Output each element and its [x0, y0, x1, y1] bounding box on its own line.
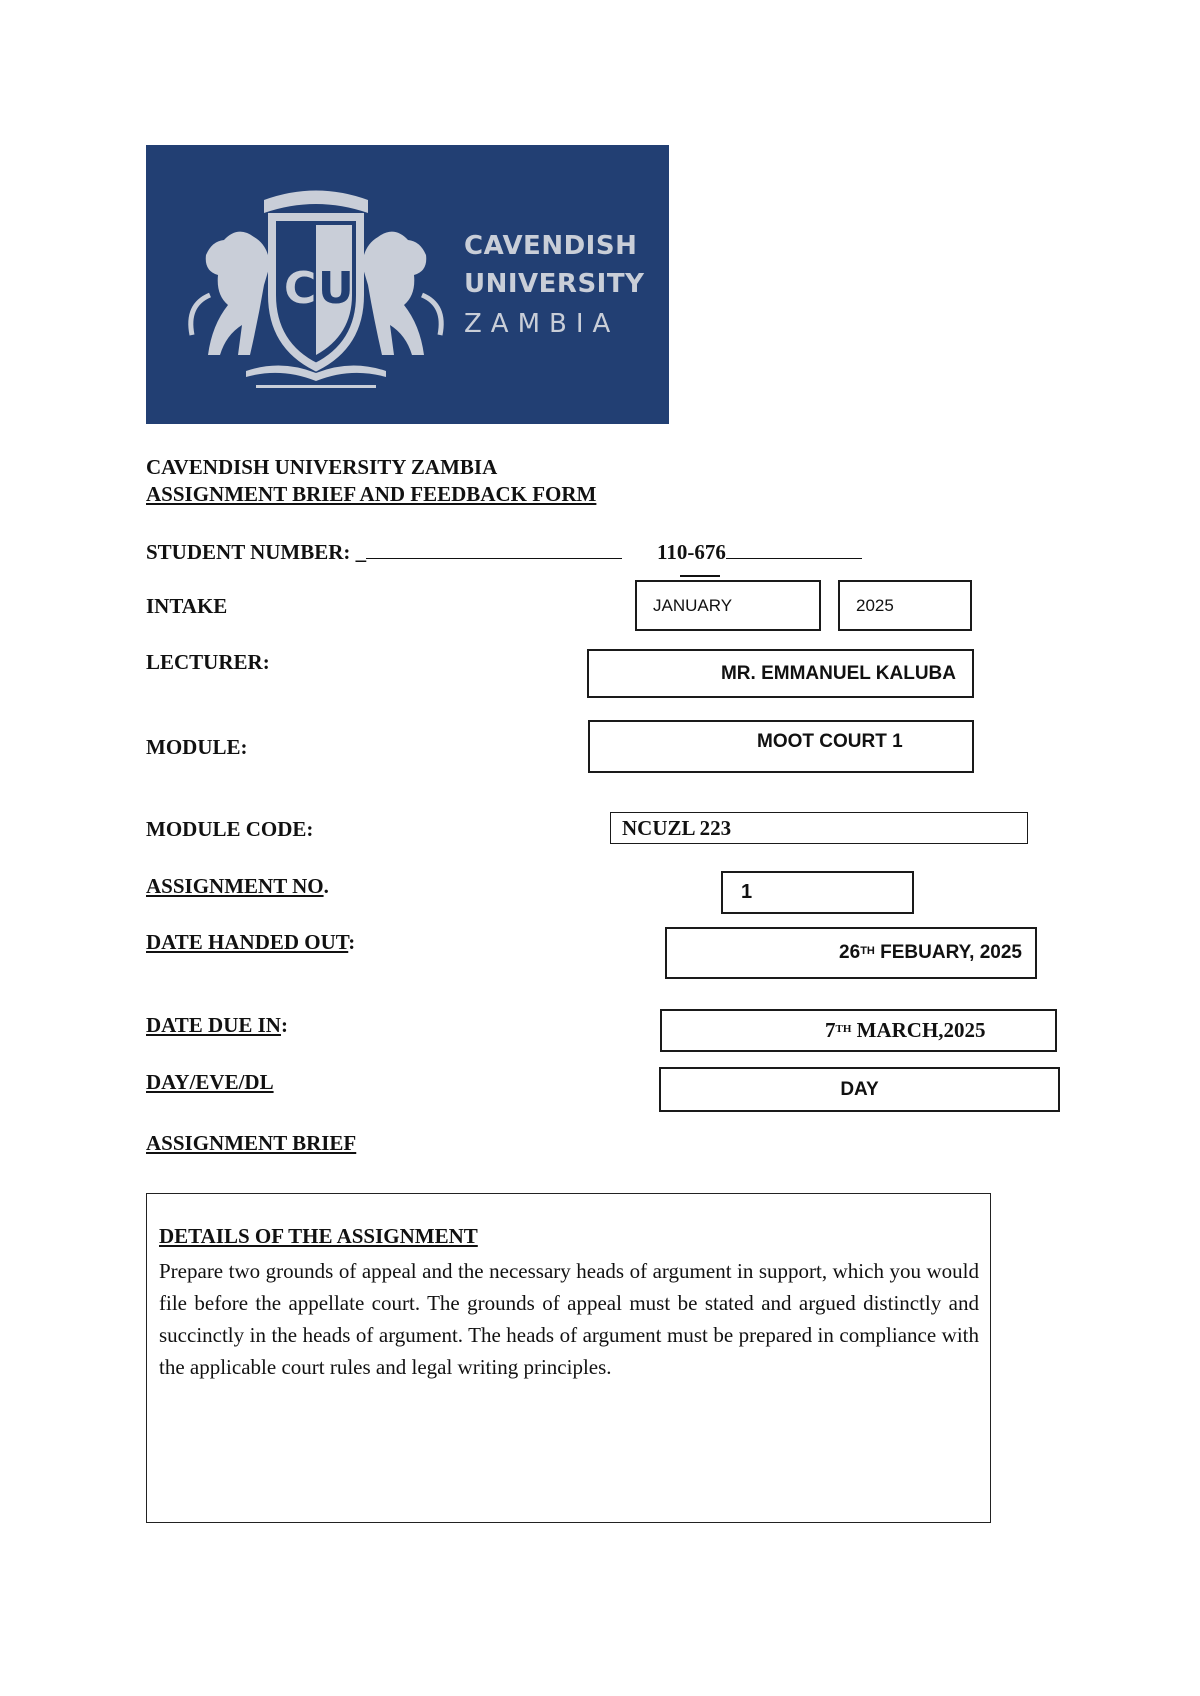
assignment-brief-label: ASSIGNMENT BRIEF: [146, 1131, 357, 1155]
brief-title: DETAILS OF THE ASSIGNMENT: [159, 1224, 478, 1248]
university-logo: [146, 145, 669, 424]
lecturer-field[interactable]: MR. EMMANUEL KALUBA: [587, 649, 974, 698]
logo-text-zambia: ZAMBIA: [464, 309, 620, 339]
assignment-brief-box: [146, 1193, 991, 1523]
date-due-in-label: DATE DUE IN:: [146, 1013, 288, 1037]
assignment-no-field[interactable]: 1: [721, 871, 914, 914]
student-number-value: 110-676: [657, 540, 862, 565]
date-handed-out-field[interactable]: 26 $^{TH}$ FEBUARY, 2025: [665, 927, 1037, 979]
brief-body: Prepare two grounds of appeal and the necessary heads of argument in support, which you would file before the appellate court. The grounds of appeal must be stated and argued distinctly and succinctly in the heads of argument. The heads of argument must be prepared in compliance with the applicable court rules and legal writing principles.: [159, 1259, 979, 1379]
module-field[interactable]: MOOT COURT 1: [588, 720, 974, 773]
svg-text:U: U: [318, 263, 354, 314]
svg-text:C: C: [284, 263, 317, 314]
logo-text-university: UNIVERSITY: [464, 269, 645, 299]
student-number-label: STUDENT NUMBER: _: [146, 540, 622, 565]
module-code-label: MODULE CODE:: [146, 817, 314, 841]
intake-year-field[interactable]: 2025: [838, 580, 972, 631]
date-due-in-field[interactable]: 7 $^{TH}$ MARCH,2025: [660, 1009, 1057, 1052]
study-mode-field[interactable]: DAY: [659, 1067, 1060, 1112]
intake-month-field[interactable]: JANUARY: [635, 580, 821, 631]
logo-text-cavendish: CAVENDISH: [464, 231, 638, 261]
module-label: MODULE:: [146, 735, 248, 759]
date-handed-out-label: DATE HANDED OUT:: [146, 930, 356, 954]
university-name: CAVENDISH UNIVERSITY ZAMBIA: [146, 455, 498, 479]
study-mode-label: DAY/EVE/DL: [146, 1070, 274, 1094]
lecturer-label: LECTURER:: [146, 650, 270, 674]
module-code-field[interactable]: NCUZL 223: [610, 812, 1028, 844]
intake-label: INTAKE: [146, 594, 228, 618]
form-title: ASSIGNMENT BRIEF AND FEEDBACK FORM: [146, 482, 597, 506]
assignment-no-label: ASSIGNMENT NO.: [146, 874, 329, 898]
